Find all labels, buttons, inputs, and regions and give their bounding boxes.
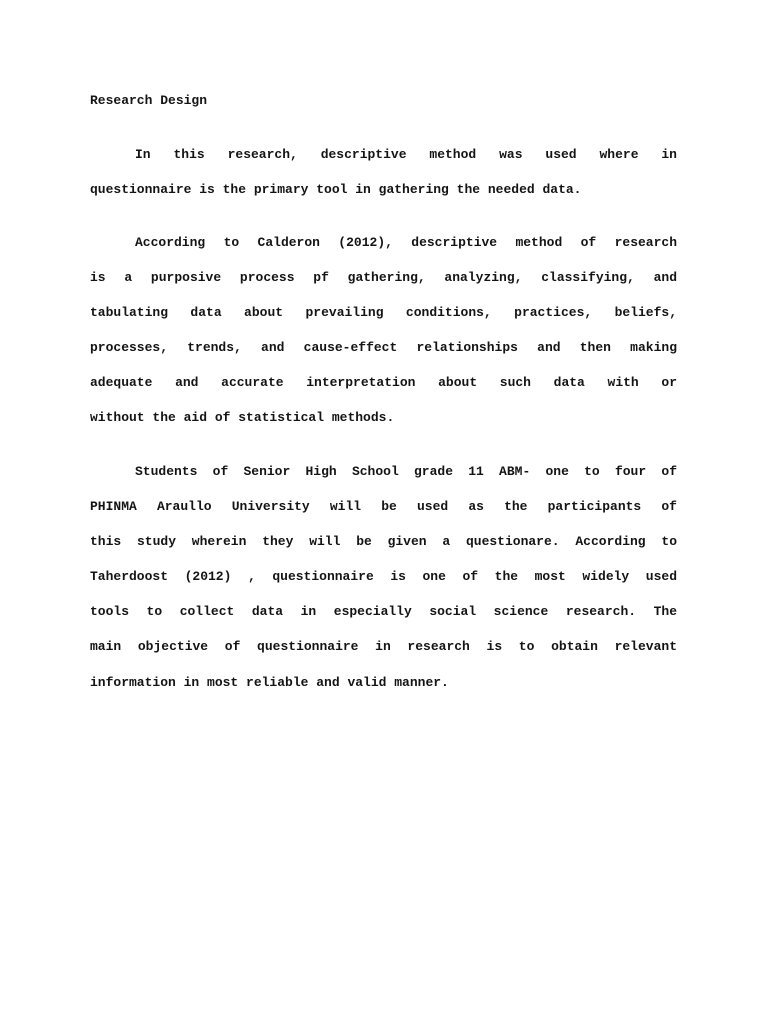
- paragraph-2-line-5: adequate and accurate interpretation about such data with or: [90, 375, 677, 390]
- paragraph-3-line-5: tools to collect data in especially social science research. The: [90, 604, 677, 619]
- paragraph-2-line-1: According to Calderon (2012), descriptive method of research: [135, 235, 677, 250]
- paragraph-2-line-3: tabulating data about prevailing conditions, practices, beliefs,: [90, 305, 677, 320]
- paragraph-1-line-2: questionnaire is the primary tool in gathering the needed data.: [90, 182, 582, 197]
- paragraph-1-line-1: In this research, descriptive method was used where in: [135, 147, 677, 162]
- paragraph-2-line-2: is a purposive process pf gathering, analyzing, classifying, and: [90, 270, 677, 285]
- paragraph-3-line-7: information in most reliable and valid manner.: [90, 675, 449, 690]
- paragraph-2-line-4: processes, trends, and cause-effect relationships and then making: [90, 340, 677, 355]
- paragraph-2-line-6: without the aid of statistical methods.: [90, 410, 395, 425]
- paragraph-3-line-4: Taherdoost (2012) , questionnaire is one of the most widely used: [90, 569, 677, 584]
- paragraph-3-line-6: main objective of questionnaire in research is to obtain relevant: [90, 639, 677, 654]
- section-heading: Research Design: [90, 93, 208, 108]
- paragraph-3-line-2: PHINMA Araullo University will be used as the participants of: [90, 499, 677, 514]
- paragraph-3-line-1: Students of Senior High School grade 11 ABM- one to four of: [135, 464, 677, 479]
- paragraph-3-line-3: this study wherein they will be given a questionare. According to: [90, 534, 677, 549]
